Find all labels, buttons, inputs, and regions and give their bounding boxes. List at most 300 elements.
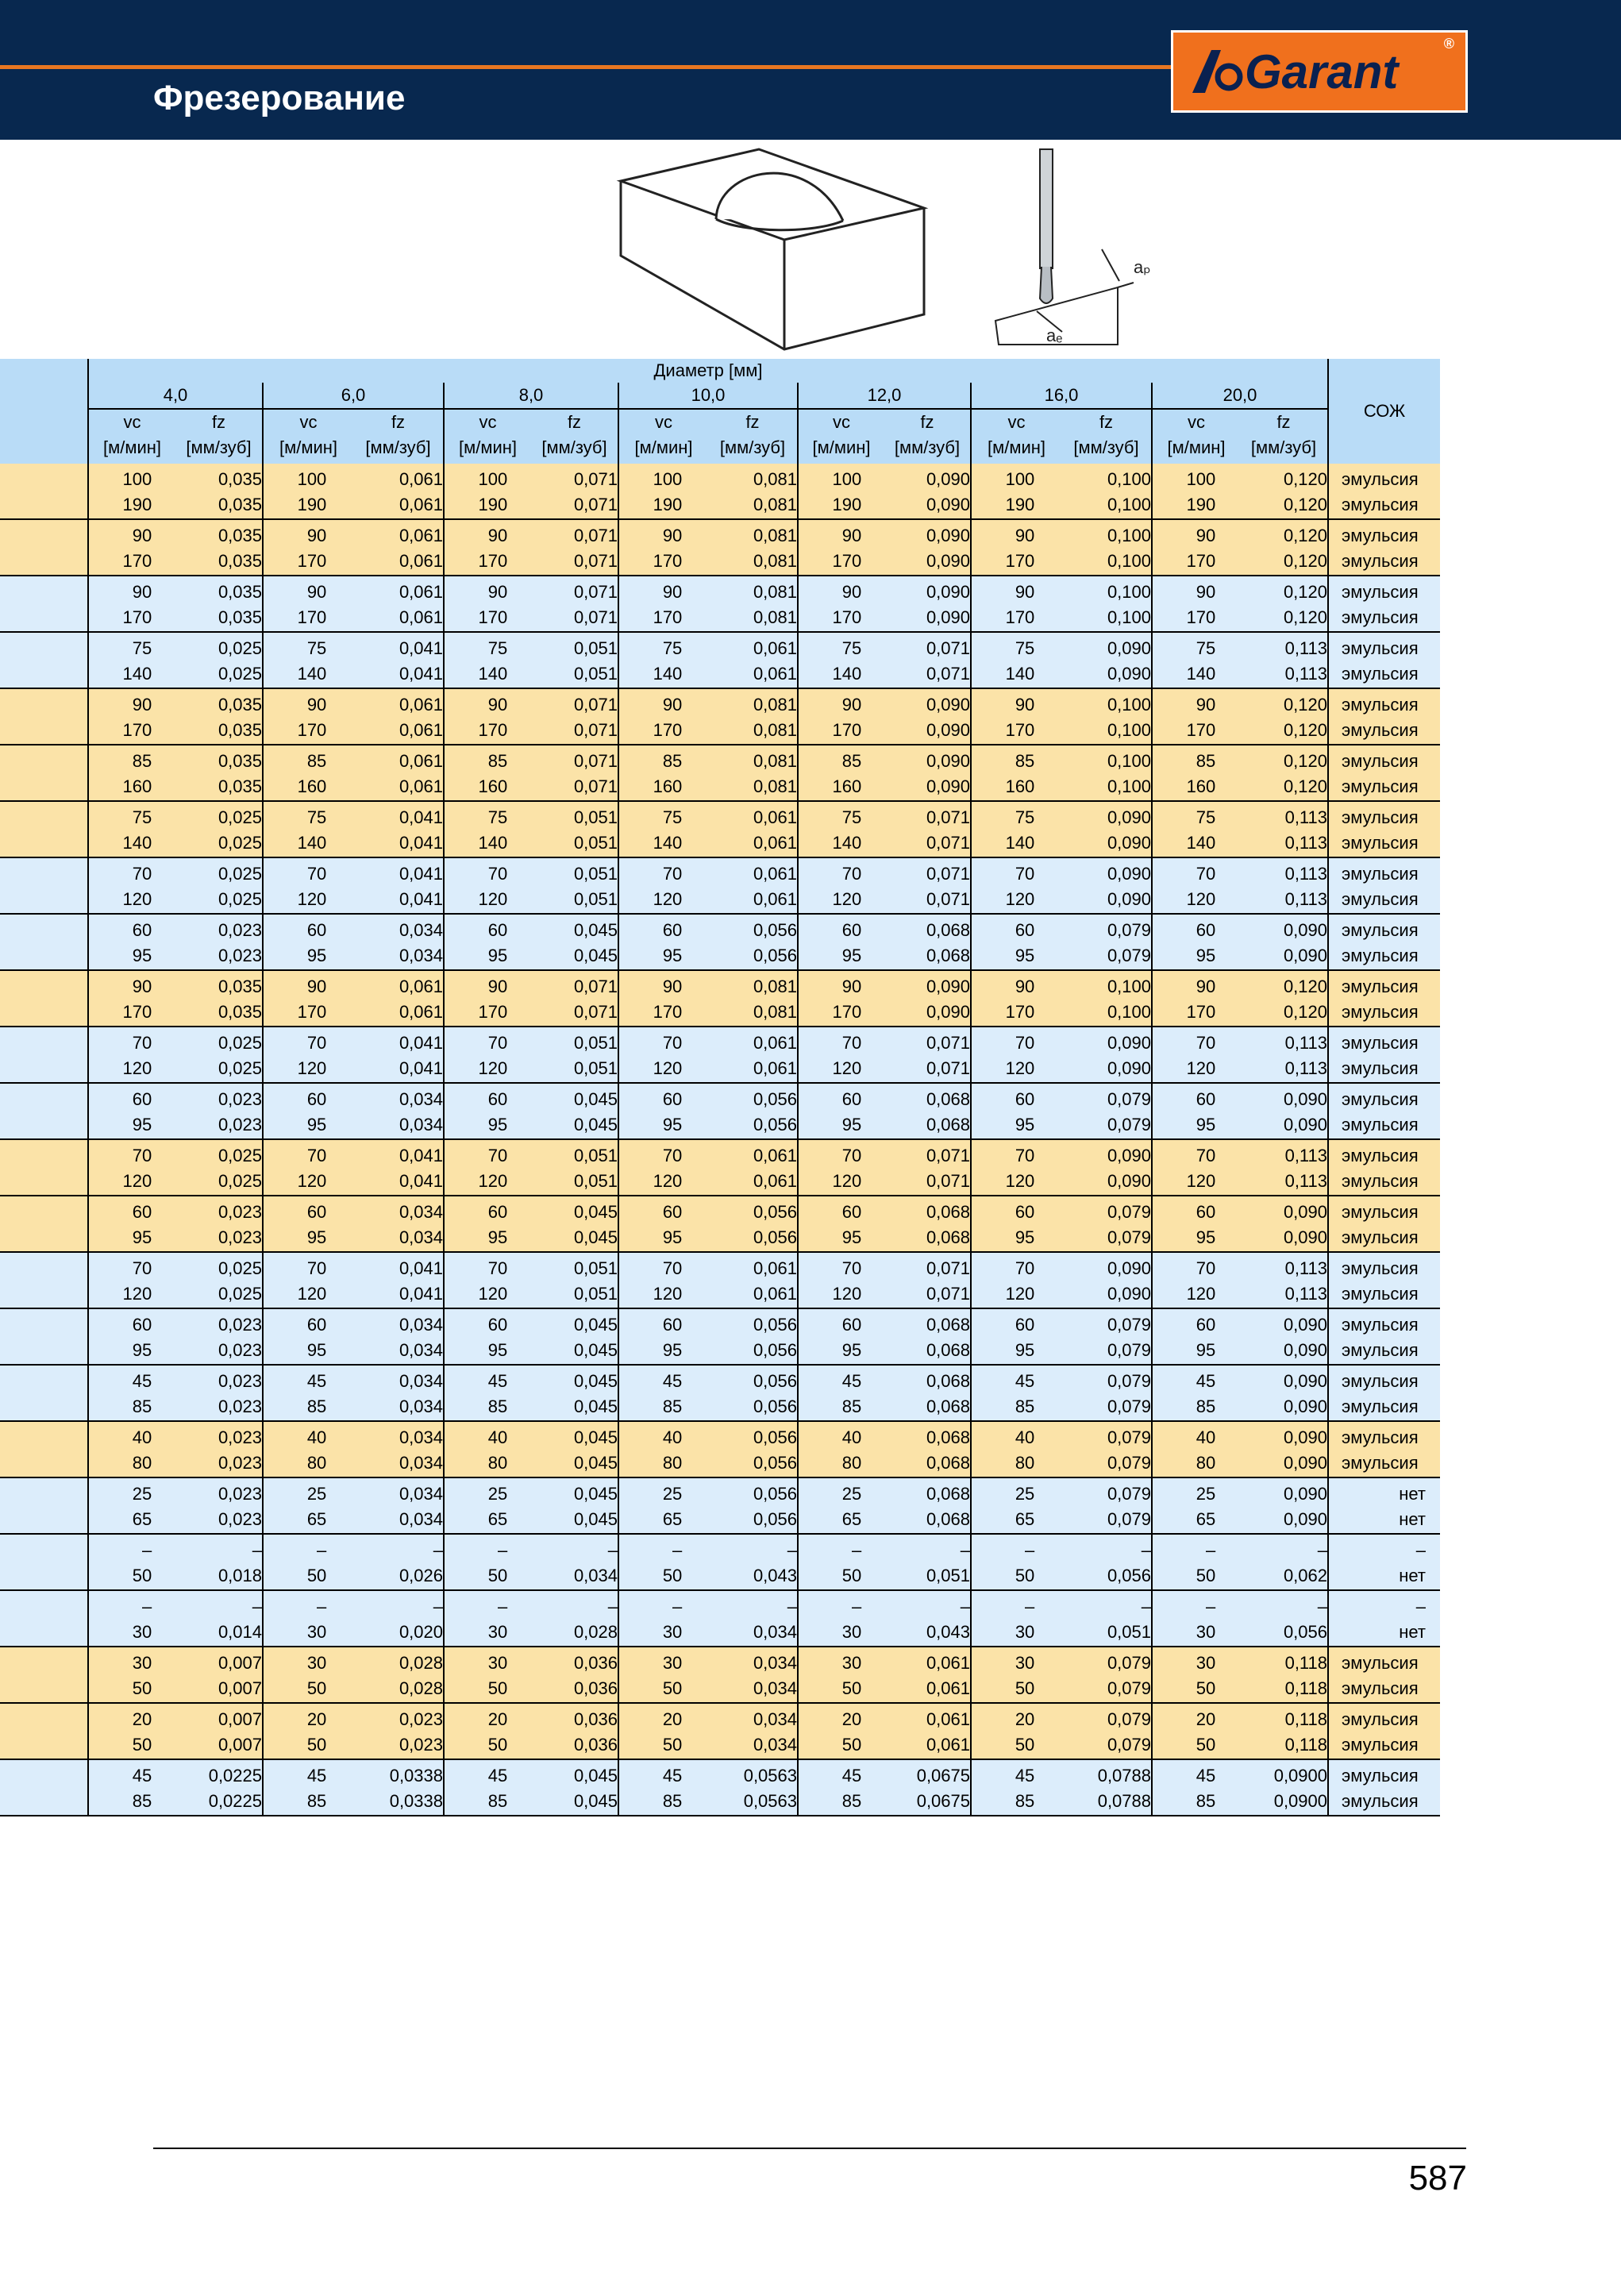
vc-values <box>264 1200 326 1251</box>
vc-value: 45 <box>306 1766 327 1786</box>
fz-value: 0,045 <box>573 1766 618 1786</box>
vc-value: 90 <box>132 582 152 602</box>
fz-value: 0,090 <box>926 776 970 796</box>
value-pair <box>1153 858 1327 913</box>
vc-value: 90 <box>132 977 152 996</box>
data-cell <box>797 1704 970 1759</box>
data-cell <box>262 464 443 518</box>
value-pair <box>619 1591 797 1646</box>
fz-value: 0,036 <box>573 1709 618 1729</box>
vc-values <box>972 1481 1034 1533</box>
vc-value: 120 <box>653 889 683 909</box>
fz-values <box>682 523 797 575</box>
data-cell <box>970 1366 1151 1420</box>
vc-values <box>799 1087 861 1138</box>
row-spacer <box>0 1027 87 1082</box>
value-pair <box>89 1704 262 1759</box>
data-cell <box>443 576 618 631</box>
data-cell <box>87 858 262 913</box>
fz-value: 0,056 <box>753 1453 797 1473</box>
fz-values <box>861 636 970 688</box>
vc-value: 20 <box>1015 1709 1035 1729</box>
data-cell <box>1151 915 1327 969</box>
vc-values <box>799 861 861 913</box>
fz-value: 0,035 <box>218 977 262 996</box>
value-pair <box>264 1647 443 1702</box>
vc-unit: [м/мин] <box>279 437 338 457</box>
data-cell <box>618 1196 797 1251</box>
data-cell <box>262 1253 443 1308</box>
vc-values <box>799 1200 861 1251</box>
value-pair <box>1153 1591 1327 1646</box>
data-cell <box>797 1422 970 1477</box>
vc-values <box>264 1031 326 1082</box>
fz-value: 0,034 <box>399 946 443 965</box>
vc-values <box>264 1087 326 1138</box>
fz-value: 0,090 <box>1283 1227 1327 1247</box>
fz-value: 0,090 <box>1283 1340 1327 1360</box>
fz-value: 0,034 <box>399 920 443 940</box>
value-pair <box>799 745 970 800</box>
vc-values <box>89 749 152 800</box>
value-pair <box>445 1140 618 1195</box>
unit-pair <box>445 410 618 464</box>
fz-values <box>152 1087 262 1138</box>
data-cell <box>797 633 970 688</box>
value-pair <box>1153 576 1327 631</box>
fz-value: 0,090 <box>1107 864 1151 884</box>
fz-value: 0,056 <box>753 1227 797 1247</box>
vc-values <box>619 861 682 913</box>
value-pair <box>264 858 443 913</box>
fz-value: 0,035 <box>218 469 262 489</box>
vc-values <box>264 692 326 744</box>
vc-value: 75 <box>1196 638 1216 658</box>
fz-values <box>507 1481 618 1533</box>
fz-value: 0,079 <box>1107 946 1151 965</box>
fz-values <box>326 1425 443 1477</box>
value-pair <box>1153 1196 1327 1251</box>
value-pair <box>89 689 262 744</box>
table-body <box>0 464 1440 1816</box>
fz-value: 0,090 <box>1107 1146 1151 1165</box>
vc-value: 20 <box>662 1709 683 1729</box>
vc-value: 70 <box>662 864 683 884</box>
vc-values <box>799 749 861 800</box>
value-pair <box>972 802 1151 857</box>
vc-value: 45 <box>662 1766 683 1786</box>
vc-value: 100 <box>832 469 862 489</box>
vc-values <box>89 467 152 518</box>
vc-value: 170 <box>478 1002 508 1022</box>
vc-value: 40 <box>662 1427 683 1447</box>
vc-values <box>619 1707 682 1759</box>
data-cell <box>262 971 443 1026</box>
fz-values <box>326 749 443 800</box>
vc-value: 95 <box>1196 946 1216 965</box>
value-pair <box>619 915 797 969</box>
fz-values <box>507 1031 618 1082</box>
fz-values <box>682 749 797 800</box>
data-cell <box>87 1027 262 1082</box>
vc-header <box>619 410 708 464</box>
fz-unit: [мм/зуб] <box>186 437 252 457</box>
data-cell <box>618 689 797 744</box>
fz-value: 0,051 <box>573 807 618 827</box>
fz-values <box>1215 974 1327 1026</box>
fz-value: 0,034 <box>753 1622 797 1642</box>
value-pair <box>619 1140 797 1195</box>
vc-value: 160 <box>297 776 327 796</box>
data-cell <box>797 576 970 631</box>
vc-value: 50 <box>132 1566 152 1585</box>
value-pair <box>264 802 443 857</box>
vc-value: 50 <box>487 1678 508 1698</box>
fz-value: 0,0900 <box>1273 1791 1327 1811</box>
fz-value: 0,081 <box>753 776 797 796</box>
fz-values <box>326 1594 443 1646</box>
vc-values <box>89 1143 152 1195</box>
unit-pair <box>89 410 262 464</box>
vc-header <box>445 410 531 464</box>
fz-value: 0,041 <box>399 1058 443 1078</box>
vc-value: 120 <box>653 1058 683 1078</box>
fz-value: 0,090 <box>1283 1315 1327 1335</box>
vc-value: 120 <box>1186 1171 1216 1191</box>
value-pair <box>1153 802 1327 857</box>
data-cell <box>618 915 797 969</box>
vc-value: 140 <box>478 833 508 853</box>
vc-value: 75 <box>841 638 862 658</box>
fz-value: 0,090 <box>1283 1453 1327 1473</box>
fz-symbol: fz <box>745 412 760 432</box>
fz-value: 0,023 <box>218 1427 262 1447</box>
page-title: Фрезерование <box>153 79 406 117</box>
fz-value: – <box>787 1597 797 1616</box>
vc-value: 60 <box>662 1089 683 1109</box>
vc-value: 190 <box>478 495 508 514</box>
value-pair <box>445 1591 618 1646</box>
fz-value: 0,090 <box>926 1002 970 1022</box>
value-pair <box>445 1704 618 1759</box>
data-cell <box>87 915 262 969</box>
fz-value: 0,081 <box>753 720 797 740</box>
vc-values <box>1153 1538 1215 1589</box>
fz-values <box>861 1481 970 1533</box>
vc-value: 140 <box>1186 664 1216 684</box>
data-cell <box>618 520 797 575</box>
vc-value: 190 <box>832 495 862 514</box>
coolant-cell <box>1327 464 1440 518</box>
fz-unit: [мм/зуб] <box>894 437 961 457</box>
vc-value: 70 <box>1015 1146 1035 1165</box>
coolant-cell <box>1327 1366 1440 1420</box>
fz-value: 0,043 <box>753 1566 797 1585</box>
value-pair <box>89 633 262 688</box>
fz-value: 0,120 <box>1283 776 1327 796</box>
data-cell <box>443 1591 618 1646</box>
vc-value: 170 <box>832 607 862 627</box>
fz-values <box>1215 523 1327 575</box>
vc-values <box>619 1538 682 1589</box>
fz-value: 0,023 <box>218 1089 262 1109</box>
row-spacer <box>0 520 87 575</box>
fz-values <box>1034 1256 1151 1308</box>
fz-values <box>1034 1594 1151 1646</box>
value-pair <box>89 971 262 1026</box>
vc-value: 25 <box>487 1484 508 1504</box>
fz-value: 0,051 <box>573 1033 618 1053</box>
vc-unit: [м/мин] <box>634 437 693 457</box>
vc-values <box>264 1369 326 1420</box>
data-cell <box>1151 1478 1327 1533</box>
coolant-value: эмульсия <box>1342 1146 1419 1165</box>
fz-values <box>326 1256 443 1308</box>
vc-values <box>264 861 326 913</box>
vc-value: 120 <box>297 1284 327 1304</box>
data-cell <box>970 971 1151 1026</box>
fz-values <box>507 805 618 857</box>
data-cell <box>970 802 1151 857</box>
fz-value: 0,113 <box>1284 638 1327 658</box>
fz-value: 0,056 <box>753 1427 797 1447</box>
vc-values <box>619 1651 682 1702</box>
fz-value: – <box>252 1540 262 1560</box>
coolant-header: СОЖ <box>1327 359 1440 464</box>
vc-value: 90 <box>841 695 862 715</box>
fz-value: 0,035 <box>218 776 262 796</box>
table-row <box>0 1704 1440 1760</box>
fz-symbol: fz <box>391 412 406 432</box>
data-cell <box>1151 1591 1327 1646</box>
coolant-cell <box>1327 1140 1440 1195</box>
fz-values <box>1034 1369 1151 1420</box>
fz-values <box>152 1651 262 1702</box>
data-cell <box>87 745 262 800</box>
vc-value: 190 <box>653 495 683 514</box>
data-cell <box>443 971 618 1026</box>
vc-value: 170 <box>297 1002 327 1022</box>
fz-value: 0,079 <box>1107 1709 1151 1729</box>
vc-value: 90 <box>1015 582 1035 602</box>
value-pair <box>1153 1309 1327 1364</box>
vc-value: 90 <box>662 582 683 602</box>
vc-value: – <box>1025 1540 1035 1560</box>
vc-value: 60 <box>487 1089 508 1109</box>
vc-values <box>799 1594 861 1646</box>
vc-value: 170 <box>1186 1002 1216 1022</box>
fz-value: 0,071 <box>573 607 618 627</box>
fz-value: 0,079 <box>1107 1453 1151 1473</box>
vc-value: 70 <box>1196 1258 1216 1278</box>
fz-value: 0,090 <box>1107 807 1151 827</box>
vc-value: 60 <box>132 1315 152 1335</box>
fz-values <box>152 1707 262 1759</box>
vc-value: 20 <box>487 1709 508 1729</box>
vc-values <box>264 636 326 688</box>
logo-registered: ® <box>1443 36 1454 52</box>
fz-value: 0,0563 <box>743 1791 797 1811</box>
vc-value: 60 <box>132 1089 152 1109</box>
vc-value: 50 <box>487 1566 508 1585</box>
vc-value: 70 <box>841 1033 862 1053</box>
fz-value: 0,034 <box>573 1566 618 1585</box>
value-pair <box>799 464 970 518</box>
fz-values <box>152 467 262 518</box>
coolant-value: эмульсия <box>1342 920 1419 940</box>
vc-value: 120 <box>1186 1058 1216 1078</box>
fz-value: 0,090 <box>1283 1371 1327 1391</box>
fz-values <box>682 1312 797 1364</box>
fz-values <box>152 1481 262 1533</box>
fz-values <box>861 467 970 518</box>
fz-value: 0,036 <box>573 1653 618 1673</box>
fz-values <box>1034 1312 1151 1364</box>
fz-value: 0,079 <box>1107 1371 1151 1391</box>
fz-value: 0,090 <box>1283 946 1327 965</box>
fz-value: 0,051 <box>573 638 618 658</box>
data-cell <box>262 576 443 631</box>
vc-values <box>264 580 326 631</box>
fz-value: 0,051 <box>573 1058 618 1078</box>
data-cell <box>1151 1704 1327 1759</box>
vc-value: 60 <box>132 1202 152 1222</box>
data-cell <box>970 1535 1151 1589</box>
coolant-cell <box>1327 1647 1440 1702</box>
value-pair <box>972 520 1151 575</box>
fz-value: 0,068 <box>926 1509 970 1529</box>
vc-value: 140 <box>1005 664 1035 684</box>
vc-value: 70 <box>487 1258 508 1278</box>
vc-value: 95 <box>1015 1340 1035 1360</box>
vc-values <box>445 805 507 857</box>
vc-value: 160 <box>1186 776 1216 796</box>
fz-values <box>1215 580 1327 631</box>
fz-value: 0,113 <box>1284 1171 1327 1191</box>
data-cell <box>618 1027 797 1082</box>
fz-value: 0,120 <box>1283 607 1327 627</box>
vc-values <box>89 1594 152 1646</box>
fz-unit: [мм/зуб] <box>1250 437 1317 457</box>
fz-values <box>1215 1481 1327 1533</box>
vc-value: 75 <box>487 638 508 658</box>
fz-values <box>326 1031 443 1082</box>
row-spacer <box>0 576 87 631</box>
value-pair <box>799 1140 970 1195</box>
vc-values <box>89 918 152 969</box>
vc-value: 160 <box>478 776 508 796</box>
fz-values <box>1215 692 1327 744</box>
vc-values <box>619 749 682 800</box>
data-cell <box>262 1140 443 1195</box>
vc-value: 70 <box>841 1258 862 1278</box>
row-spacer <box>0 1366 87 1420</box>
fz-values <box>861 974 970 1026</box>
fz-values <box>682 1538 797 1589</box>
data-cell <box>443 745 618 800</box>
data-cell <box>970 915 1151 969</box>
data-cell <box>970 1196 1151 1251</box>
data-cell <box>618 1422 797 1477</box>
vc-value: 100 <box>122 469 152 489</box>
fz-values <box>1215 1031 1327 1082</box>
fz-value: 0,036 <box>573 1678 618 1698</box>
fz-value: 0,051 <box>573 1146 618 1165</box>
fz-values <box>326 1763 443 1815</box>
vc-value: 50 <box>841 1678 862 1698</box>
data-cell <box>443 802 618 857</box>
vc-value: – <box>317 1597 327 1616</box>
value-pair <box>619 1704 797 1759</box>
data-cell <box>262 745 443 800</box>
fz-value: 0,090 <box>1283 920 1327 940</box>
fz-value: 0,056 <box>753 1089 797 1109</box>
fz-header <box>1061 410 1151 464</box>
row-spacer <box>0 745 87 800</box>
value-pair <box>89 520 262 575</box>
fz-value: 0,100 <box>1107 526 1151 545</box>
fz-value: 0,034 <box>399 1396 443 1416</box>
vc-value: 30 <box>1196 1653 1216 1673</box>
table-row <box>0 971 1440 1027</box>
vc-symbol: vc <box>123 412 141 432</box>
vc-value: 170 <box>122 720 152 740</box>
table-row <box>0 1140 1440 1196</box>
table-row <box>0 858 1440 915</box>
value-pair <box>89 745 262 800</box>
vc-value: 70 <box>132 1146 152 1165</box>
coolant-value: эмульсия <box>1342 1115 1419 1135</box>
vc-values <box>619 1481 682 1533</box>
fz-value: 0,023 <box>218 1509 262 1529</box>
vc-values <box>1153 1200 1215 1251</box>
fz-values <box>682 974 797 1026</box>
data-cell <box>618 1478 797 1533</box>
diameter-label: 16,0 <box>970 383 1151 410</box>
table-row <box>0 464 1440 520</box>
vc-values <box>799 1481 861 1533</box>
data-cell <box>443 1140 618 1195</box>
vc-value: 70 <box>1196 1033 1216 1053</box>
fz-value: 0,071 <box>926 889 970 909</box>
data-cell <box>87 1084 262 1138</box>
vc-value: 170 <box>478 720 508 740</box>
fz-value: 0,081 <box>753 695 797 715</box>
data-cell <box>87 1422 262 1477</box>
vc-value: 40 <box>487 1427 508 1447</box>
coolant-cell <box>1327 1591 1440 1646</box>
fz-values <box>1034 1763 1151 1815</box>
fz-values <box>326 974 443 1026</box>
vc-value: 95 <box>1196 1227 1216 1247</box>
vc-value: 60 <box>662 1202 683 1222</box>
vc-header <box>89 410 175 464</box>
fz-value: 0,079 <box>1107 1484 1151 1504</box>
header-spacer <box>0 359 87 383</box>
fz-values <box>682 1143 797 1195</box>
fz-value: 0,041 <box>399 864 443 884</box>
fz-values <box>1215 1425 1327 1477</box>
vc-value: 50 <box>306 1735 327 1755</box>
vc-value: 50 <box>662 1735 683 1755</box>
vc-values <box>972 918 1034 969</box>
vc-value: 45 <box>132 1371 152 1391</box>
vc-value: 170 <box>653 551 683 571</box>
vc-value: 60 <box>1196 1089 1216 1109</box>
fz-values <box>507 1425 618 1477</box>
fz-value: 0,025 <box>218 638 262 658</box>
fz-value: 0,061 <box>753 1258 797 1278</box>
